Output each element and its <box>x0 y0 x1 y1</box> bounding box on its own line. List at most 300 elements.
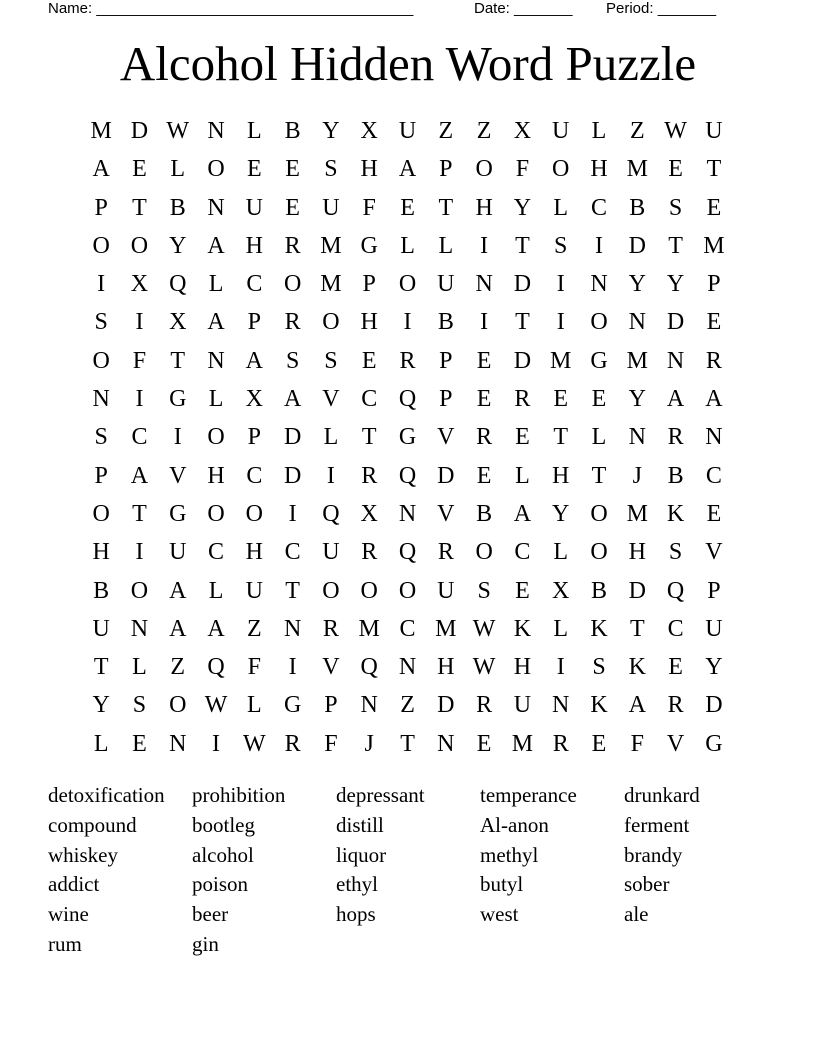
grid-letter: M <box>703 232 725 259</box>
grid-letter: N <box>552 692 570 719</box>
grid-letter: E <box>591 386 607 413</box>
grid-letter: W <box>664 118 687 144</box>
grid-letter: L <box>400 232 415 259</box>
grid-letter: S <box>592 654 606 681</box>
grid-letter: H <box>245 539 263 566</box>
grid-letter: F <box>515 156 530 183</box>
grid-letter: S <box>477 577 491 604</box>
grid-letter: N <box>92 386 110 413</box>
grid-letter: G <box>590 347 608 374</box>
grid-letter: R <box>667 424 684 451</box>
grid-letter: O <box>207 424 225 451</box>
grid-letter: E <box>515 577 530 604</box>
word-bank-item: drunkard <box>624 783 700 807</box>
grid-letter: P <box>439 156 453 183</box>
grid-letter: I <box>135 309 144 336</box>
grid-letter: T <box>591 462 607 489</box>
grid-letter: D <box>130 118 149 144</box>
grid-letter: E <box>706 194 722 221</box>
word-bank-item: ferment <box>624 812 690 837</box>
grid-letter: L <box>591 118 607 144</box>
grid-letter: L <box>591 424 607 451</box>
grid-letter: A <box>169 577 187 604</box>
grid-letter: N <box>360 692 378 719</box>
grid-letter: H <box>513 654 532 681</box>
grid-letter: W <box>204 692 228 719</box>
grid-row <box>82 535 733 573</box>
grid-letter: X <box>360 118 378 144</box>
grid-row <box>82 229 733 267</box>
grid-letter: L <box>208 577 224 604</box>
grid-letter: O <box>207 156 225 183</box>
word-bank-item: distill <box>336 812 384 837</box>
grid-letter: X <box>245 386 263 413</box>
grid-letter: M <box>511 730 534 757</box>
grid-letter: E <box>476 386 492 413</box>
grid-letter: S <box>94 424 108 451</box>
grid-letter: O <box>245 500 263 527</box>
grid-letter: T <box>170 347 186 374</box>
grid-row <box>82 574 733 612</box>
grid-letter: I <box>135 386 144 413</box>
grid-letter: X <box>130 271 149 298</box>
word-bank-item: wine <box>48 902 89 927</box>
grid-letter: C <box>399 615 416 642</box>
grid-letter: O <box>475 539 493 566</box>
grid-letter: I <box>288 500 297 527</box>
grid-letter: O <box>552 156 570 183</box>
grid-letter: Q <box>398 386 417 413</box>
grid-letter: J <box>364 730 374 757</box>
grid-letter: V <box>322 654 340 681</box>
grid-letter: T <box>93 654 109 681</box>
grid-letter: Z <box>247 615 262 642</box>
grid-letter: P <box>94 194 108 221</box>
grid-letter: M <box>90 118 112 144</box>
grid-row <box>82 344 733 382</box>
grid-letter: L <box>132 654 147 681</box>
grid-letter: O <box>322 309 340 336</box>
grid-letter: Z <box>438 118 454 144</box>
grid-letter: I <box>480 309 489 336</box>
grid-letter: C <box>591 194 608 221</box>
grid-letter: H <box>245 232 263 259</box>
word-bank-item: brandy <box>624 842 683 867</box>
grid-letter: I <box>97 271 106 298</box>
grid-letter: S <box>554 232 568 259</box>
grid-row <box>82 382 733 420</box>
grid-letter: B <box>591 577 608 604</box>
grid-letter: P <box>362 271 376 298</box>
period-field[interactable]: Period: _______ <box>606 0 717 17</box>
grid-letter: C <box>667 615 684 642</box>
grid-letter: A <box>92 156 110 183</box>
grid-letter: U <box>245 577 263 604</box>
grid-letter: G <box>360 232 378 259</box>
grid-letter: L <box>247 692 262 719</box>
grid-letter: Q <box>207 654 225 681</box>
grid-letter: K <box>513 615 532 642</box>
grid-letter: E <box>132 730 147 757</box>
grid-letter: Z <box>400 692 415 719</box>
grid-letter: V <box>705 539 723 566</box>
grid-letter: Q <box>169 271 187 298</box>
grid-letter: Y <box>705 654 723 681</box>
grid-letter: T <box>706 156 722 183</box>
grid-letter: U <box>322 539 340 566</box>
grid-letter: E <box>285 194 300 221</box>
grid-letter: W <box>166 118 190 144</box>
grid-letter: C <box>131 424 148 451</box>
grid-letter: E <box>285 156 300 183</box>
word-bank-item: methyl <box>480 842 539 867</box>
grid-letter: M <box>358 615 380 642</box>
grid-letter: O <box>283 271 302 298</box>
grid-letter: T <box>515 232 530 259</box>
name-field[interactable]: Name: ______________________________________ <box>48 0 414 17</box>
word-bank-item: compound <box>48 812 137 837</box>
grid-letter: X <box>552 577 570 604</box>
grid-letter: B <box>93 577 110 604</box>
grid-letter: M <box>626 156 648 183</box>
grid-letter: Y <box>169 232 187 259</box>
word-bank-item: rum <box>48 932 82 956</box>
grid-letter: X <box>169 309 187 336</box>
grid-letter: N <box>283 615 302 642</box>
grid-letter: Y <box>628 271 646 298</box>
grid-letter: I <box>288 654 297 681</box>
grid-row <box>82 191 733 229</box>
grid-letter: W <box>243 730 266 757</box>
grid-letter: O <box>130 577 149 604</box>
grid-letter: I <box>135 539 144 566</box>
grid-letter: T <box>361 424 377 451</box>
grid-letter: M <box>626 500 648 527</box>
grid-row <box>82 420 733 458</box>
grid-letter: H <box>360 309 378 336</box>
grid-letter: O <box>590 539 608 566</box>
grid-letter: H <box>590 156 608 183</box>
grid-letter: Q <box>666 577 685 604</box>
grid-letter: E <box>591 730 607 757</box>
grid-letter: D <box>513 271 532 298</box>
grid-letter: U <box>398 118 417 144</box>
grid-letter: S <box>324 156 338 183</box>
grid-letter: K <box>628 654 646 681</box>
grid-letter: Q <box>398 539 417 566</box>
grid-letter: A <box>207 615 225 642</box>
grid-letter: O <box>169 692 187 719</box>
grid-row <box>82 459 733 497</box>
grid-letter: H <box>552 462 570 489</box>
grid-letter: U <box>705 615 723 642</box>
grid-letter: Y <box>513 194 532 221</box>
grid-letter: A <box>245 347 263 374</box>
grid-letter: H <box>628 539 646 566</box>
grid-letter: D <box>705 692 723 719</box>
grid-letter: H <box>437 654 455 681</box>
grid-letter: E <box>132 156 147 183</box>
grid-letter: Z <box>629 118 645 144</box>
grid-letter: S <box>94 309 108 336</box>
word-bank-item: hops <box>336 902 376 927</box>
grid-letter: I <box>212 730 221 757</box>
grid-letter: A <box>169 615 187 642</box>
grid-letter: K <box>590 615 608 642</box>
word-bank-item: whiskey <box>48 842 118 867</box>
grid-letter: C <box>361 386 378 413</box>
grid-letter: A <box>130 462 149 489</box>
grid-letter: E <box>247 156 262 183</box>
grid-letter: L <box>553 194 569 221</box>
grid-letter: G <box>169 500 187 527</box>
grid-letter: Z <box>170 654 186 681</box>
grid-letter: C <box>208 539 225 566</box>
grid-letter: M <box>550 347 572 374</box>
grid-letter: N <box>398 500 417 527</box>
grid-letter: P <box>707 577 721 604</box>
grid-letter: T <box>668 232 683 259</box>
grid-letter: H <box>360 156 378 183</box>
grid-letter: M <box>626 347 648 374</box>
grid-letter: E <box>515 424 530 451</box>
grid-letter: I <box>556 654 565 681</box>
grid-letter: T <box>132 194 147 221</box>
grid-letter: B <box>629 194 646 221</box>
word-bank-item: addict <box>48 872 100 897</box>
grid-letter: T <box>285 577 300 604</box>
grid-letter: E <box>668 654 683 681</box>
grid-letter: S <box>668 194 683 221</box>
grid-letter: O <box>92 347 110 374</box>
grid-letter: E <box>361 347 377 374</box>
grid-letter: P <box>247 309 262 336</box>
grid-letter: C <box>514 539 531 566</box>
grid-letter: R <box>476 424 493 451</box>
grid-letter: I <box>595 232 603 259</box>
grid-letter: U <box>513 692 532 719</box>
grid-letter: U <box>245 194 263 221</box>
grid-letter: O <box>398 271 417 298</box>
grid-letter: T <box>438 194 454 221</box>
grid-letter: F <box>247 654 262 681</box>
word-bank-item: prohibition <box>192 783 286 807</box>
grid-letter: S <box>132 692 147 719</box>
grid-letter: B <box>437 309 454 336</box>
word-bank-item: west <box>480 902 519 927</box>
page-title: Alcohol Hidden Word Puzzle <box>119 36 697 91</box>
grid-letter: X <box>360 500 378 527</box>
grid-letter: N <box>590 271 608 298</box>
grid-letter: G <box>283 692 302 719</box>
grid-letter: A <box>628 692 646 719</box>
grid-letter: R <box>284 309 301 336</box>
grid-letter: G <box>169 386 187 413</box>
grid-letter: Y <box>322 118 340 144</box>
grid-letter: Y <box>666 271 685 298</box>
grid-letter: E <box>476 347 492 374</box>
grid-letter: P <box>324 692 338 719</box>
grid-letter: E <box>706 500 722 527</box>
grid-letter: U <box>437 577 455 604</box>
grid-letter: B <box>284 118 301 144</box>
grid-letter: W <box>472 654 496 681</box>
grid-letter: T <box>515 309 530 336</box>
grid-letter: C <box>705 462 722 489</box>
grid-letter: M <box>320 271 342 298</box>
grid-letter: A <box>207 232 225 259</box>
grid-letter: U <box>705 118 723 144</box>
grid-letter: R <box>476 692 493 719</box>
grid-letter: O <box>207 500 225 527</box>
grid-letter: N <box>437 730 455 757</box>
grid-letter: R <box>284 730 301 757</box>
grid-row <box>82 267 733 305</box>
word-bank-item: gin <box>192 932 219 956</box>
grid-letter: H <box>92 539 110 566</box>
grid-letter: O <box>475 156 493 183</box>
grid-letter: C <box>246 462 263 489</box>
word-bank-item: liquor <box>336 842 387 867</box>
grid-letter: Q <box>322 500 340 527</box>
grid-letter: U <box>552 118 570 144</box>
grid-letter: D <box>513 347 532 374</box>
grid-letter: V <box>666 730 685 757</box>
word-bank-item: poison <box>192 872 249 897</box>
grid-letter: V <box>169 462 187 489</box>
word-bank-item: depressant <box>336 783 425 807</box>
grid-letter: L <box>323 424 339 451</box>
grid-letter: R <box>399 347 416 374</box>
grid-letter: E <box>668 156 683 183</box>
grid-letter: R <box>322 615 339 642</box>
grid-letter: L <box>247 118 262 144</box>
grid-letter: L <box>93 730 109 757</box>
grid-letter: L <box>208 271 224 298</box>
grid-letter: C <box>284 539 301 566</box>
grid-letter: L <box>553 615 569 642</box>
grid-letter: R <box>667 692 684 719</box>
grid-letter: T <box>400 730 415 757</box>
grid-letter: L <box>208 386 224 413</box>
grid-letter: U <box>322 194 340 221</box>
grid-letter: N <box>705 424 723 451</box>
grid-letter: D <box>283 424 302 451</box>
grid-letter: N <box>628 424 646 451</box>
grid-letter: R <box>284 232 301 259</box>
grid-letter: A <box>398 156 417 183</box>
grid-letter: O <box>92 232 110 259</box>
grid-letter: M <box>320 232 342 259</box>
grid-letter: T <box>629 615 645 642</box>
grid-letter: S <box>285 347 300 374</box>
grid-letter: I <box>480 232 489 259</box>
grid-letter: P <box>439 386 453 413</box>
grid-letter: S <box>324 347 338 374</box>
grid-row <box>82 650 733 688</box>
grid-letter: A <box>513 500 532 527</box>
word-bank-item: alcohol <box>192 842 254 867</box>
grid-letter: C <box>246 271 263 298</box>
grid-letter: N <box>475 271 493 298</box>
grid-letter: E <box>706 309 722 336</box>
grid-letter: E <box>553 386 569 413</box>
grid-letter: B <box>476 500 493 527</box>
grid-letter: S <box>668 539 683 566</box>
grid-letter: E <box>476 730 492 757</box>
grid-letter: D <box>628 577 646 604</box>
grid-letter: N <box>207 194 225 221</box>
grid-letter: O <box>398 577 417 604</box>
grid-letter: Y <box>628 386 646 413</box>
date-field[interactable]: Date: _______ <box>474 0 573 17</box>
grid-letter: R <box>361 539 378 566</box>
grid-letter: B <box>169 194 186 221</box>
grid-letter: U <box>437 271 455 298</box>
grid-letter: P <box>247 424 262 451</box>
grid-letter: Y <box>92 692 110 719</box>
grid-letter: U <box>169 539 187 566</box>
grid-letter: O <box>590 500 608 527</box>
word-bank-item: ale <box>624 902 649 927</box>
grid-row <box>82 114 733 152</box>
letter-grid <box>82 114 733 765</box>
grid-letter: K <box>590 692 608 719</box>
grid-letter: U <box>92 615 110 642</box>
grid-letter: Z <box>476 118 492 144</box>
word-bank-item: ethyl <box>336 872 378 897</box>
grid-letter: N <box>666 347 685 374</box>
grid-letter: F <box>630 730 644 757</box>
grid-letter: P <box>707 271 721 298</box>
word-bank-item: sober <box>624 872 670 897</box>
grid-letter: I <box>326 462 335 489</box>
grid-letter: L <box>515 462 530 489</box>
grid-letter: A <box>666 386 685 413</box>
grid-letter: O <box>590 309 608 336</box>
grid-letter: N <box>398 654 417 681</box>
grid-letter: N <box>207 118 225 144</box>
grid-letter: T <box>132 500 147 527</box>
grid-letter: D <box>628 232 646 259</box>
grid-letter: P <box>94 462 108 489</box>
grid-row <box>82 727 733 765</box>
grid-letter: N <box>130 615 149 642</box>
grid-letter: L <box>438 232 454 259</box>
word-bank-item: beer <box>192 902 229 927</box>
grid-letter: R <box>705 347 722 374</box>
grid-letter: L <box>170 156 186 183</box>
grid-letter: J <box>632 462 642 489</box>
grid-letter: E <box>400 194 415 221</box>
grid-letter: K <box>666 500 685 527</box>
grid-letter: Q <box>360 654 378 681</box>
grid-letter: O <box>130 232 149 259</box>
grid-row <box>82 305 733 343</box>
grid-row <box>82 688 733 726</box>
grid-letter: I <box>556 271 565 298</box>
grid-letter: R <box>361 462 378 489</box>
word-bank-item: detoxification <box>48 783 165 807</box>
grid-letter: A <box>207 309 225 336</box>
grid-letter: N <box>169 730 187 757</box>
grid-letter: F <box>324 730 338 757</box>
grid-letter: H <box>207 462 225 489</box>
grid-letter: F <box>362 194 376 221</box>
grid-letter: N <box>628 309 646 336</box>
grid-letter: O <box>92 500 110 527</box>
grid-letter: R <box>437 539 454 566</box>
